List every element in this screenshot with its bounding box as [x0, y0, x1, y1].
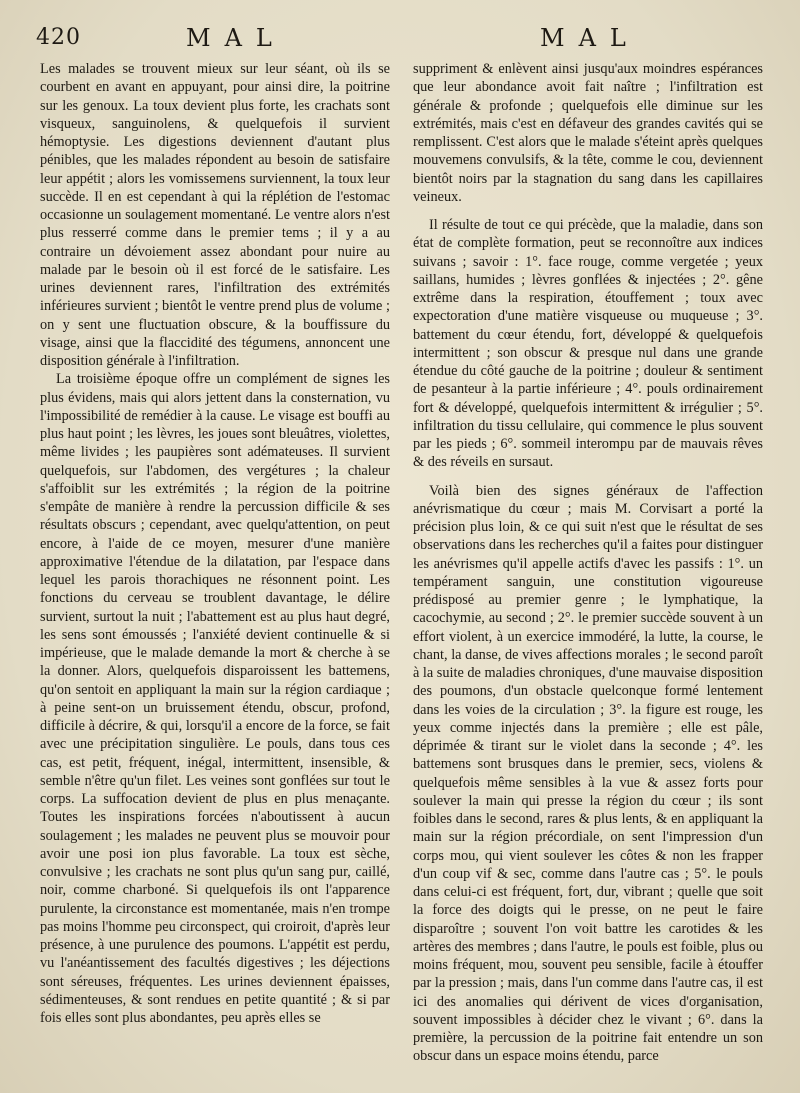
left-paragraph-1: Les malades se trouvent mieux sur leur séant, où ils se courbent en avant en appuyant, pour ainsi dire, la poitrine sur les genoux. La toux devient plus forte, les crachats sont visqueux, sanguinolens, & quelquefois il survient hémoptysie. Les digestions deviennent d'autant plus pénibles, que les malades répondent au besoin de satisfaire leur appétit ; alors les vomissemens surviennent, la toux leur succède. Il en est cependant à qui la réplétion de l'estomac occasionne un soulagement momentané. Le ventre alors n'est plus resserré comme dans le premier tems ; il y a au contraire un dévoiement assez abondant pour nuire au malade par le besoin où il est forcé de le satisfaire. Les urines deviennent rares, l'infiltration des extrémités inférieures survient ; bientôt le ventre prend plus de volume ; on y sent une fluctuation obscure, & la bouffissure du visage, ainsi que la flaccidité des tégumens, annoncent une disposition générale à l'infiltration. — [40, 61, 390, 369]
page-number: 420 — [36, 25, 81, 50]
running-head-left: MAL — [186, 24, 286, 52]
right-paragraph-1: suppriment & enlèvent ainsi jusqu'aux moindres espérances que leur abondance avoit fait naître ; l'infiltration est générale & profonde ; quelquefois elle diminue sur les extrémités, mais c'est en défaveur des grandes cavités qui se remplissent. C'est alors que le malade s'éteint après quelques mouvemens convulsifs, & la tête, comme le cou, deviennent bientôt noirs par la stagnation du sang dans les capillaires veineux. — [413, 61, 763, 205]
right-column — [413, 60, 763, 1085]
left-column — [40, 60, 390, 1085]
right-paragraph-3: Voilà bien des signes généraux de l'affection anévrismatique du cœur ; mais M. Corvisart a porté la précision plus loin, & ce qui suit n'est que le résultat de ses observations dans les recherches qu'il a faites pour distinguer les anévrismes qu'il appelle actifs d'avec les passifs : 1°. un tempérament sanguin, une constitution vigoureuse prédisposé au premier genre ; le lymphatique, la cacochymie, au second ; 2°. le premier succède souvent à un effort violent, à un exercice immodéré, la lutte, la course, le chant, la danse, de vives affections morales ; le second paroît à la suite de maladies chroniques, d'une mauvaise disposition des poumons, d'un obstacle quelconque formé lentement dans les voies de la circulation ; 3°. la figure est rouge, les yeux comme injectés dans la première ; elle est pâle, déprimée & tirant sur le violet dans la seconde ; 4°. les battemens sont brusques dans le premier, secs, violens & quelquefois même sensibles à la vue & assez forts pour soulever la main qui presse la région du cœur ; ils sont foibles dans le second, rares & plus lents, & en appliquant la main sur la région précordiale, on sent l'impression d'un corps mou, qui vient soulever les côtes & non les frapper d'un coup vif & sec, comme dans l'autre cas ; 5°. le pouls dans celui-ci est fréquent, fort, dur, vibrant ; quelle que soit la force des doigts qui le presse, on ne peut le faire disparoître ; souvent l'on voit battre les carotides & les artères des membres ; dans l'autre, le pouls est foible, plus ou moins fréquent, mou, souvent peu sensible, facile à étouffer par la pression ; mais, dans l'un comme dans l'autre cas, il est ici des anomalies qui dérivent de vices d'organisation, souvent impossibles à décider chez le vivant ; 6°. dans la première, la percussion de la poitrine fait entendre un son obscur dans un espace moins étendu, parce — [413, 482, 763, 1065]
left-paragraph-2: La troisième époque offre un complément de signes les plus évidens, mais qui alors jettent dans la consternation, vu l'impossibilité de remédier à la cause. Le visage est bouffi au plus haut point ; les lèvres, les joues sont bleuâtres, violettes, même livides ; les paupières sont adémateuses. Il survient quelquefois, sur l'abdomen, des vergétures ; la chaleur s'affoiblit sur les extrémités ; la région de la poitrine s'empâte de manière à rendre la percussion difficile & ses résultats obscurs ; cependant, avec quelqu'attention, on peut encore, à l'aide de ce moyen, mesurer d'une manière approximative l'étendue de la dilatation, par l'espace dans lequel les parois thorachiques ne résonnent point. Les fonctions du cerveau se troublent davantage, le délire survient, surtout la nuit ; l'abattement est au plus haut degré, les sens sont émoussés ; l'anxiété devient continuelle & si impérieuse, que le malade demande la mort & cherche à se la donner. Alors, quelquefois disparoissent les battemens, qu'on sentoit en appliquant la main sur la région cardiaque ; à peine sent-on un bruissement étendu, obscur, profond, difficile à décrire, & qui, lorsqu'il a encore de la force, se fait avec une précipitation singulière. Le pouls, dans tous ces cas, est petit, fréquent, inégal, intermittent, insensible, & semble n'être qu'un filet. Les veines sont gonflées sur tout le corps. La suffocation devient de plus en plus menaçante. Toutes les inspirations forcées n'aboutissent à aucun soulagement ; les malades ne peuvent plus se mouvoir pour avoir une posi ion plus favorable. La toux est sèche, convulsive ; les crachats ne sont plus qu'un sang pur, caillé, noir, comme charboné. Si quelquefois ils ont l'apparence purulente, la circonstance est momentanée, mais n'en trompe pas moins l'homme peu circonspect, qui croiroit, d'après leur présence, à une purulence des poumons. L'appétit est perdu, vu l'anéantissement des facultés digestives ; les déjections sont séreuses, fréquentes. Les urines deviennent épaisses, sédimenteuses, & sont rendues en petite quantité ; & si par fois elles sont plus abondantes, peu après elles se — [40, 371, 390, 1026]
right-paragraph-2: Il résulte de tout ce qui précède, que la maladie, dans son état de complète formation, peut se reconnoître aux indices suivans ; savoir : 1°. face rouge, comme vergetée ; yeux saillans, humides ; lèvres gonflées & injectées ; 2°. gêne extrême dans la respiration, étouffement ; toux avec expectoration d'une matière visqueuse ou muqueuse ; 3°. battement du cœur étendu, fort, développé & quelquefois intermittent ; son obscur & presque nul dans une grande étendue du côté gauche de la poitrine ; douleur & sentiment de pesanteur à la partie inférieure ; 4°. pouls ordinairement fort & développé, quelquefois intermittent & irrégulier ; 5°. infiltration du tissu cellulaire, qui commence le plus souvent par les pieds ; 6°. sommeil interompu par de mauvais rêves & des réveils en sursaut. — [413, 217, 763, 471]
running-head-right: MAL — [540, 24, 640, 52]
